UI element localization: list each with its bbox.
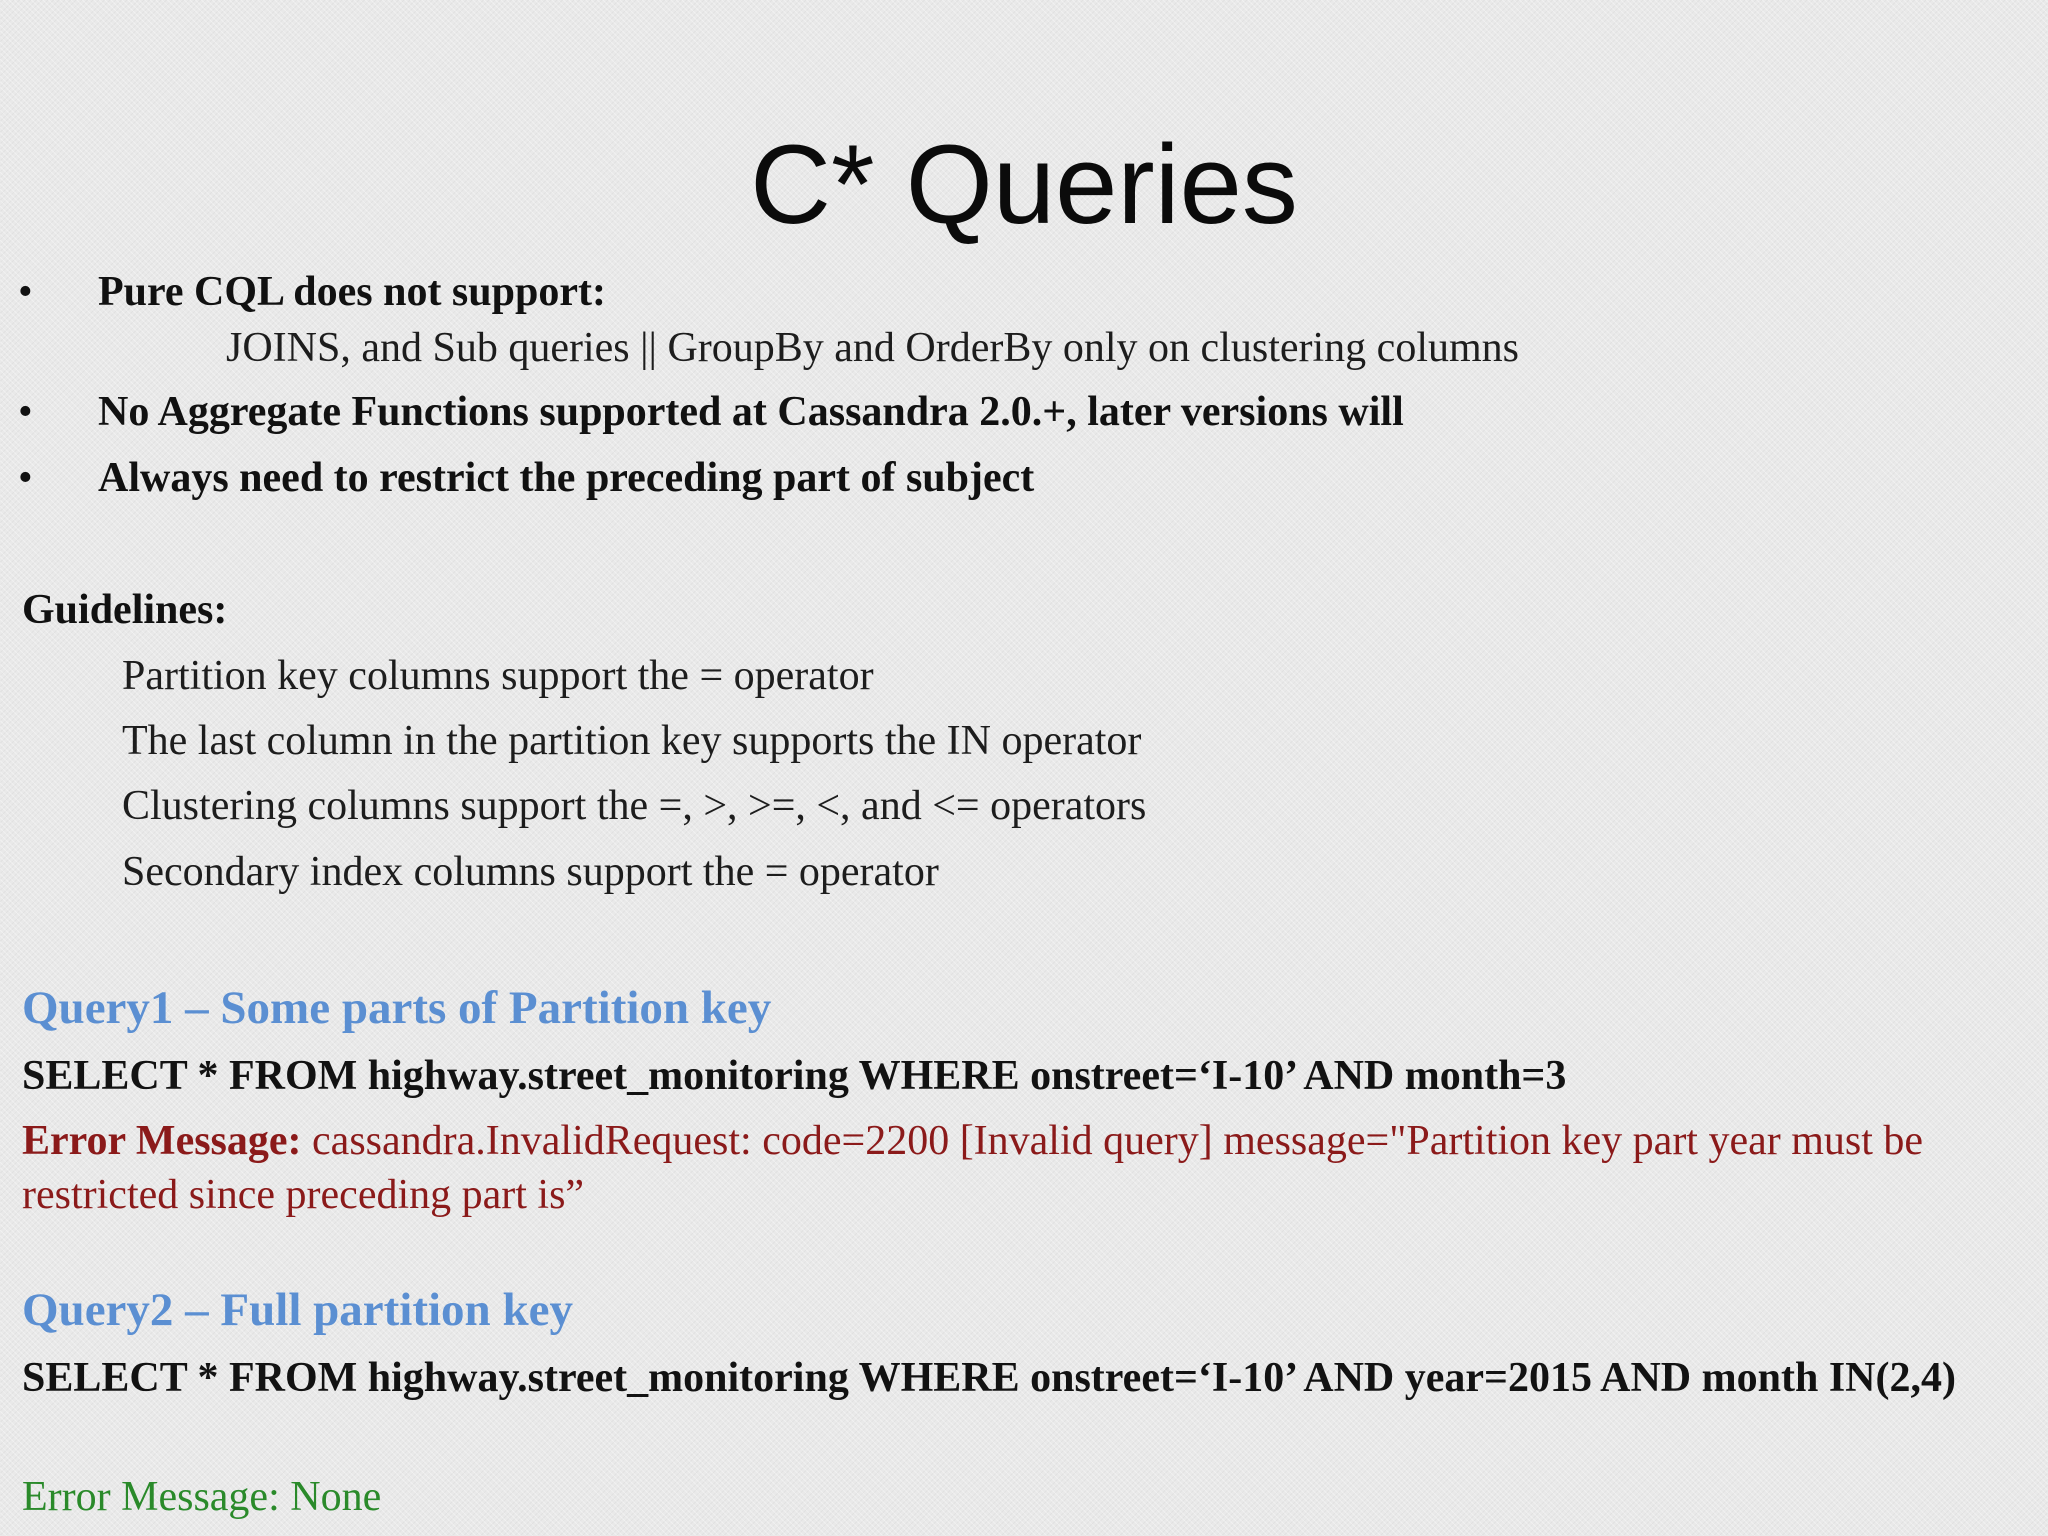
query2-sql: SELECT * FROM highway.street_monitoring WHERE onstreet=‘I-10’ AND year=2015 AND month IN(2,4) [22, 1355, 1956, 1401]
query2-result-message: Error Message: None [22, 1474, 382, 1520]
query1-error-message [22, 1114, 2022, 1222]
guidelines-heading: Guidelines: [22, 587, 228, 633]
guideline-item: Clustering columns support the =, >, >=, <, and <= operators [122, 783, 1147, 829]
bullet-item-3 [18, 452, 1034, 504]
bullet-marker: • [18, 269, 33, 315]
bullet-subtext: JOINS, and Sub queries || GroupBy and OrderBy only on clustering columns [226, 325, 1519, 371]
bullet-text: No Aggregate Functions supported at Cassandra 2.0.+, later versions will [98, 389, 1404, 435]
bullet-text: Pure CQL does not support: [98, 269, 606, 315]
guideline-item: Secondary index columns support the = operator [122, 849, 939, 895]
guideline-item: The last column in the partition key supports the IN operator [122, 718, 1142, 764]
slide-title: C* Queries [750, 122, 1298, 247]
error-label: Error Message: [22, 1118, 302, 1164]
error-text: cassandra.InvalidRequest: code=2200 [Invalid query] message="Partition key part year must be restricted since preceding part is” [22, 1118, 1924, 1218]
guideline-item: Partition key columns support the = operator [122, 653, 874, 699]
bullet-marker: • [18, 455, 33, 501]
bullet-marker: • [18, 389, 33, 435]
bullet-text: Always need to restrict the preceding part of subject [98, 455, 1035, 501]
query1-sql: SELECT * FROM highway.street_monitoring WHERE onstreet=‘I-10’ AND month=3 [22, 1053, 1567, 1099]
bullet-item-1 [18, 266, 606, 318]
query1-title: Query1 – Some parts of Partition key [22, 982, 772, 1034]
bullet-item-2 [18, 386, 1404, 438]
query2-title: Query2 – Full partition key [22, 1284, 573, 1336]
